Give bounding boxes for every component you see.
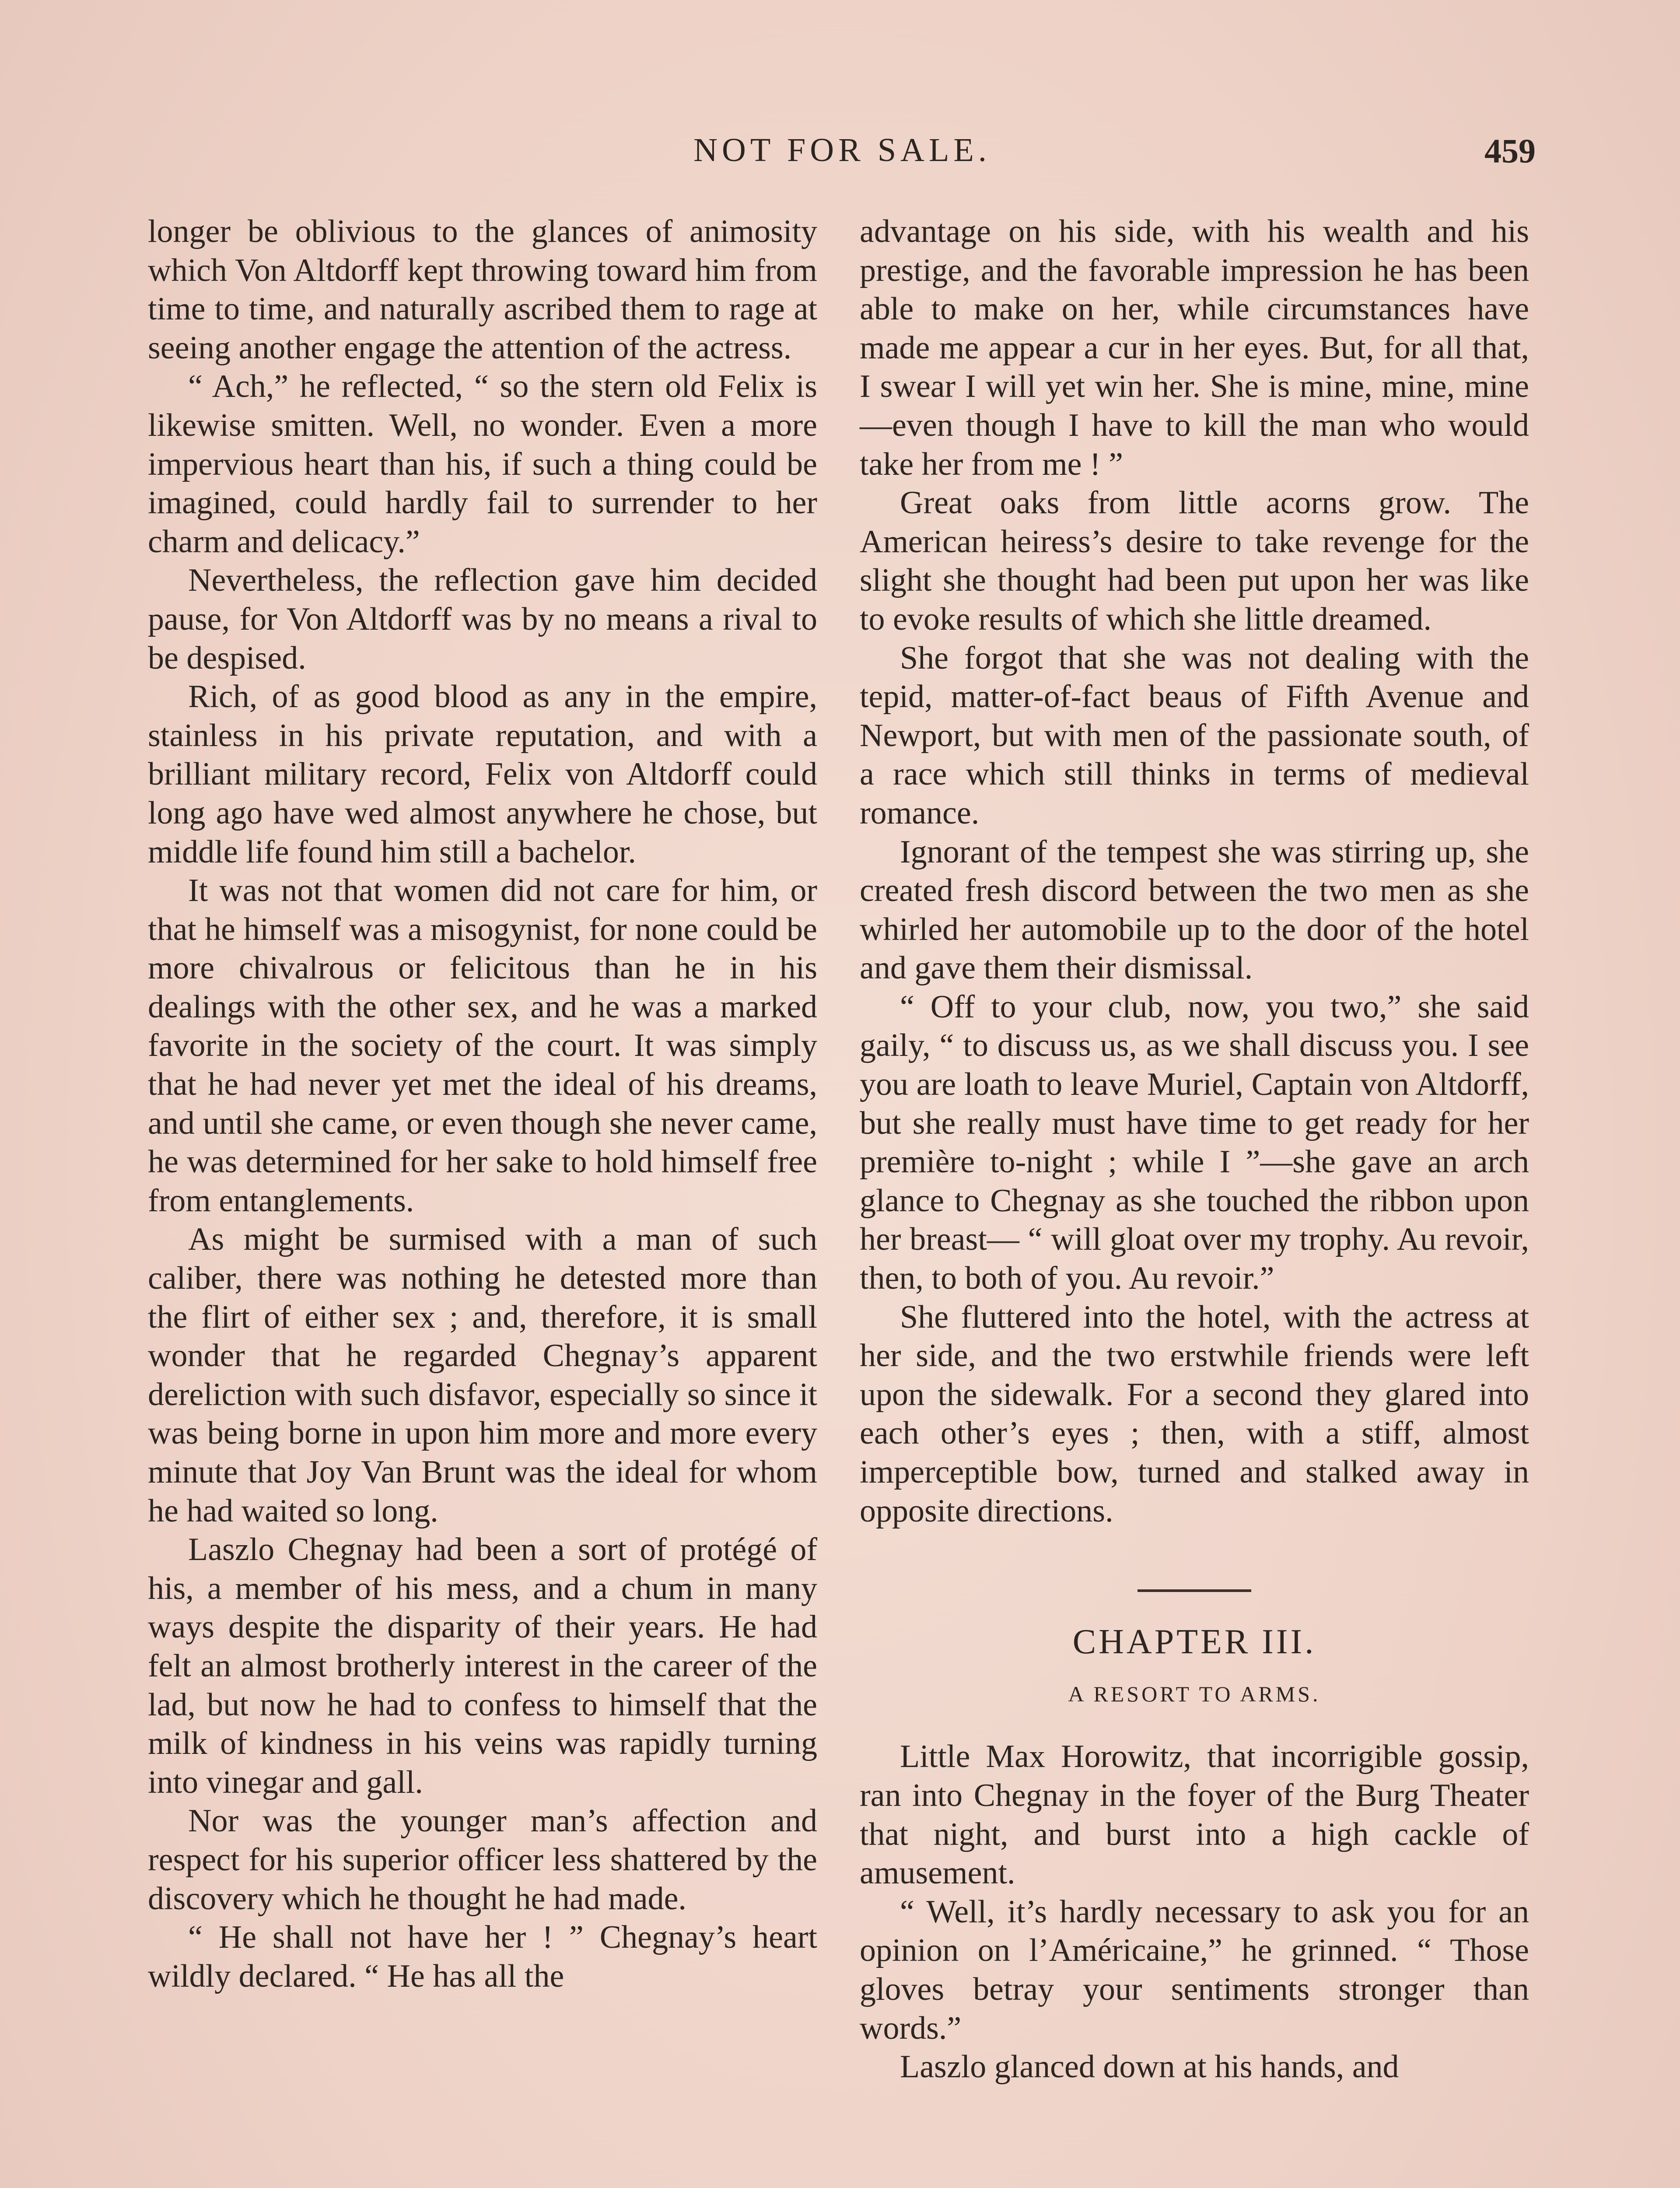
paragraph: “ He shall not have her ! ” Chegnay’s heart wildly declared. “ He has all the <box>148 1919 817 1994</box>
paragraph: “ Well, it’s hardly necessary to ask you for an opinion on l’Américaine,” he grinned. “ Those gloves betray your sentiments stronger than words.” <box>860 1893 1529 2046</box>
paragraph: Rich, of as good blood as any in the empire, stainless in his private reputation, and with a brilliant military record, Felix von Altdorff could long ago have wed almost anywhere he chose, but middle life found him still a bachelor. <box>148 679 817 870</box>
running-title: NOT FOR SALE. <box>693 132 991 168</box>
paragraph: It was not that women did not care for him, or that he himself was a misogynist, for none could be more chivalrous or felicitous than he in his dealings with the other sex, and he was a marked favorite in the society of the court. It was simply that he had never yet met the ideal of his dreams, and until she came, or even though she never came, he was determined for her sake to hold himself free from entanglements. <box>148 873 817 1219</box>
paragraph: Laszlo Chegnay had been a sort of protégé of his, a member of his mess, and a chum in many ways despite the disparity of their years. He had felt an almost brotherly interest in the career of the lad, but now he had to confess to himself that the milk of kindness in his veins was rapidly turning into vinegar and gall. <box>148 1532 817 1800</box>
paragraph: “ Ach,” he reflected, “ so the stern old Felix is likewise smitten. Well, no wonder. Even a more impervious heart than his, if such a thing could be imagined, could hardly fail to surrender to her charm and delicacy.” <box>148 368 817 560</box>
paragraph: longer be oblivious to the glances of animosity which Von Altdorff kept throwing toward him from time to time, and naturally ascribed them to rage at seeing another engage the attention of the actress. <box>148 214 817 366</box>
chapter-subtitle: A RESORT TO ARMS. <box>1068 1681 1321 1706</box>
paragraph: She fluttered into the hotel, with the actress at her side, and the two erstwhile friends were left upon the sidewalk. For a second they glared into each other’s eyes ; then, with a stiff, almost imperceptible bow, turned and stalked away in opposite directions. <box>860 1299 1529 1529</box>
paragraph: Nor was the younger man’s affection and respect for his superior officer less shattered by the discovery which he thought he had made. <box>148 1803 817 1917</box>
paragraph: “ Off to your club, now, you two,” she said gaily, “ to discuss us, as we shall discuss you. I see you are loath to leave Muriel, Captain von Altdorff, but she really must have time to get ready for her première to-night ; while I ”—she gave an arch glance to Chegnay as she touched the ribbon upon her breast— “ will gloat over my trophy. Au revoir, then, to both of you. Au revoir.” <box>860 989 1529 1297</box>
paragraph: Great oaks from little acorns grow. The American heiress’s desire to take revenge for the slight she thought had been put upon her was like to evoke results of which she little dreamed. <box>860 485 1529 637</box>
paragraph: Laszlo glanced down at his hands, and <box>900 2049 1399 2085</box>
paragraph: Little Max Horowitz, that incorrigible gossip, ran into Chegnay in the foyer of the Burg Theater that night, and burst into a high cackle of amusement. <box>860 1739 1529 1891</box>
chapter-title: CHAPTER III. <box>1072 1623 1316 1662</box>
right-column <box>860 212 1529 2086</box>
paragraph: Nevertheless, the reflection gave him decided pause, for Von Altdorff was by no means a rival to be despised. <box>148 562 817 676</box>
page-number: 459 <box>1484 132 1536 170</box>
paragraph: As might be surmised with a man of such caliber, there was nothing he detested more than the flirt of either sex ; and, therefore, it is small wonder that he regarded Chegnay’s apparent dereliction with such disfavor, especially so since it was being borne in upon him more and more every minute that Joy Van Brunt was the ideal for whom he had waited so long. <box>148 1221 817 1529</box>
paragraph: advantage on his side, with his wealth and his prestige, and the favorable impression he has been able to make on her, while circumstances have made me appear a cur in her eyes. But, for all that, I swear I will yet win her. She is mine, mine, mine—even though I have to kill the man who would take her from me ! ” <box>860 214 1529 482</box>
paragraph: Ignorant of the tempest she was stirring up, she created fresh discord between the two men as she whirled her automobile up to the door of the hotel and gave them their dismissal. <box>860 834 1529 986</box>
paragraph: She forgot that she was not dealing with the tepid, matter-of-fact beaus of Fifth Avenue and Newport, but with men of the passionate south, of a race which still thinks in terms of medieval romance. <box>860 640 1529 831</box>
left-column <box>148 212 817 1995</box>
chapter-divider <box>1138 1589 1251 1592</box>
page-header <box>149 131 1536 179</box>
